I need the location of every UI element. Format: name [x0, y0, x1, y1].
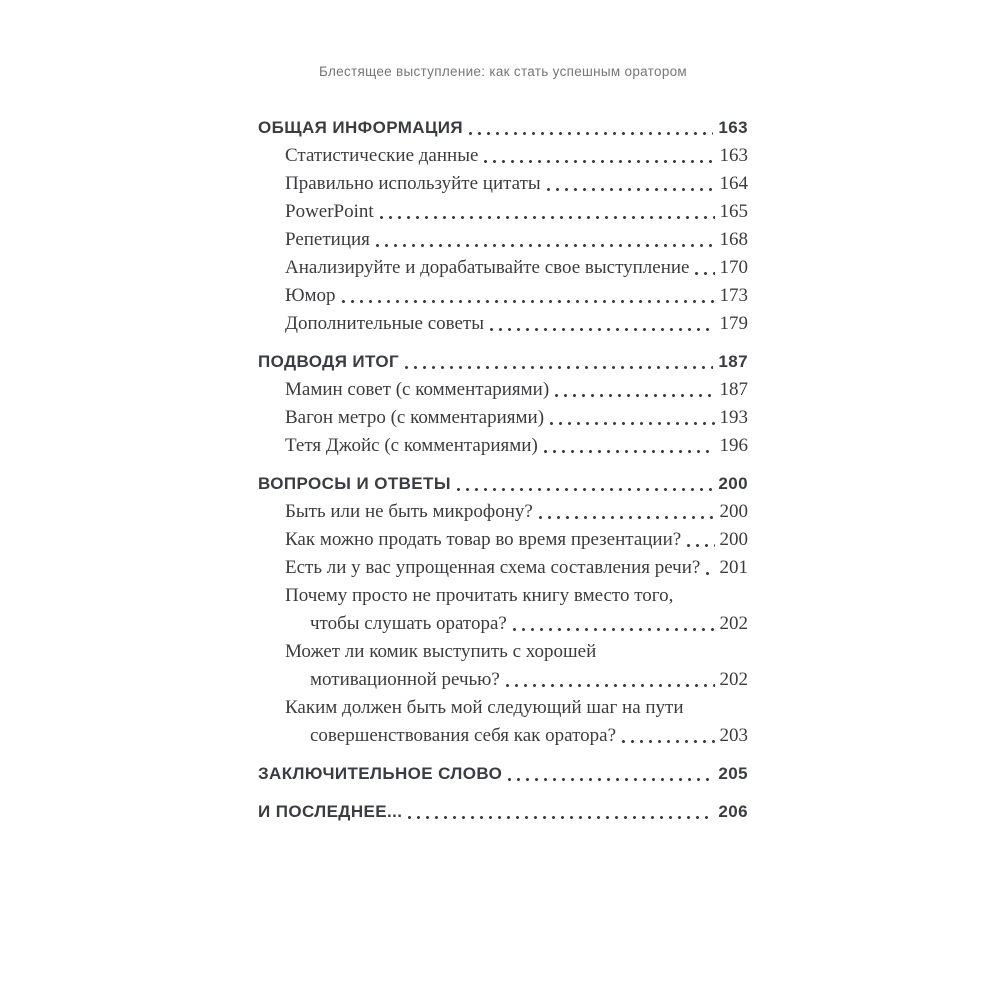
toc-item-page-number: 165: [719, 201, 748, 222]
toc-item-page-number: 200: [719, 529, 748, 550]
toc-item-title: мотивационной речью?: [310, 669, 500, 690]
toc-section-entry: [258, 798, 748, 826]
toc-section-title: И ПОСЛЕДНЕЕ...: [258, 802, 403, 821]
dot-leader: [376, 244, 715, 247]
dot-leader: [695, 272, 714, 275]
toc-item-page-number: 168: [719, 229, 748, 250]
toc-item-page-number: 193: [719, 407, 748, 428]
toc-item-page-number: 203: [719, 725, 748, 746]
toc-item-title: Правильно используйте цитаты: [285, 173, 541, 194]
toc-section-entry: [258, 760, 748, 788]
dot-leader: [490, 328, 715, 331]
dot-leader: [342, 300, 715, 303]
toc-item-entry: [258, 694, 748, 722]
dot-leader: [405, 366, 713, 369]
toc-item-title: чтобы слушать оратора?: [310, 613, 507, 634]
toc-item-title: Дополнительные советы: [285, 313, 484, 334]
running-head: Блестящее выступление: как стать успешным оратором: [318, 64, 688, 79]
dot-leader: [547, 188, 715, 191]
toc-item-title: Анализируйте и дорабатывайте свое выступление: [285, 257, 690, 278]
toc-item-entry: [258, 254, 748, 282]
dot-leader: [539, 516, 715, 519]
toc-item-title: Репетиция: [285, 229, 370, 250]
dot-leader: [544, 450, 715, 453]
toc-item-title: Почему просто не прочитать книгу вместо того,: [285, 585, 674, 606]
toc-section-title: ОБЩАЯ ИНФОРМАЦИЯ: [258, 118, 464, 137]
toc-item-title: Юмор: [285, 285, 336, 306]
toc-item-entry: [258, 282, 748, 310]
toc-item-page-number: 179: [719, 313, 748, 334]
toc-section-entry: [258, 348, 748, 376]
dot-leader: [555, 394, 714, 397]
dot-leader: [513, 628, 715, 631]
toc-item-title: Как можно продать товар во время презентации?: [285, 529, 682, 550]
dot-leader: [706, 572, 714, 575]
toc-item-title: PowerPoint: [285, 201, 374, 222]
toc-item-entry: [258, 142, 748, 170]
toc-item-title: Быть или не быть микрофону?: [285, 501, 533, 522]
toc-section-page-number: 206: [718, 802, 748, 821]
dot-leader: [550, 422, 714, 425]
toc-item-entry: [258, 526, 748, 554]
toc-item-page-number: 163: [719, 145, 748, 166]
toc-section-page-number: 205: [718, 764, 748, 783]
toc-item-entry: [258, 198, 748, 226]
toc-item-page-number: 187: [719, 379, 748, 400]
toc-item-entry: [258, 404, 748, 432]
toc-section-title: ЗАКЛЮЧИТЕЛЬНОЕ СЛОВО: [258, 764, 503, 783]
toc-item-entry: [258, 310, 748, 338]
toc-section-entry: [258, 470, 748, 498]
toc-section-page-number: 187: [718, 352, 748, 371]
dot-leader: [506, 684, 715, 687]
dot-leader: [380, 216, 715, 219]
dot-leader: [457, 488, 714, 491]
toc-section-title: ПОДВОДЯ ИТОГ: [258, 352, 400, 371]
table-of-contents: [258, 114, 748, 826]
toc-item-title: Тетя Джойс (с комментариями): [285, 435, 538, 456]
dot-leader: [687, 544, 714, 547]
toc-item-page-number: 164: [719, 173, 748, 194]
toc-item-entry: [258, 666, 748, 694]
toc-item-entry: [258, 638, 748, 666]
toc-item-title: совершенствования себя как оратора?: [310, 725, 617, 746]
toc-item-entry: [258, 722, 748, 750]
toc-item-page-number: 202: [719, 613, 748, 634]
toc-section-entry: [258, 114, 748, 142]
toc-item-title: Мамин совет (с комментариями): [285, 379, 550, 400]
toc-item-page-number: 201: [719, 557, 748, 578]
toc-item-page-number: 202: [719, 669, 748, 690]
toc-item-title: Каким должен быть мой следующий шаг на пути: [285, 697, 684, 718]
toc-item-title: Вагон метро (с комментариями): [285, 407, 545, 428]
toc-item-page-number: 200: [719, 501, 748, 522]
dot-leader: [484, 160, 714, 163]
toc-section-page-number: 200: [718, 474, 748, 493]
toc-item-title: Есть ли у вас упрощенная схема составления речи?: [285, 557, 701, 578]
toc-item-entry: [258, 432, 748, 460]
toc-item-title: Статистические данные: [285, 145, 479, 166]
dot-leader: [622, 740, 714, 743]
dot-leader: [408, 816, 713, 819]
dot-leader: [508, 778, 713, 781]
toc-section-page-number: 163: [718, 118, 748, 137]
toc-item-page-number: 173: [719, 285, 748, 306]
toc-item-entry: [258, 376, 748, 404]
toc-item-entry: [258, 226, 748, 254]
dot-leader: [469, 132, 713, 135]
toc-item-entry: [258, 610, 748, 638]
toc-section-title: ВОПРОСЫ И ОТВЕТЫ: [258, 474, 451, 493]
toc-item-page-number: 196: [719, 435, 748, 456]
toc-item-page-number: 170: [719, 257, 748, 278]
toc-item-entry: [258, 170, 748, 198]
toc-item-entry: [258, 554, 748, 582]
toc-item-title: Может ли комик выступить с хорошей: [285, 641, 597, 662]
toc-item-entry: [258, 582, 748, 610]
toc-item-entry: [258, 498, 748, 526]
